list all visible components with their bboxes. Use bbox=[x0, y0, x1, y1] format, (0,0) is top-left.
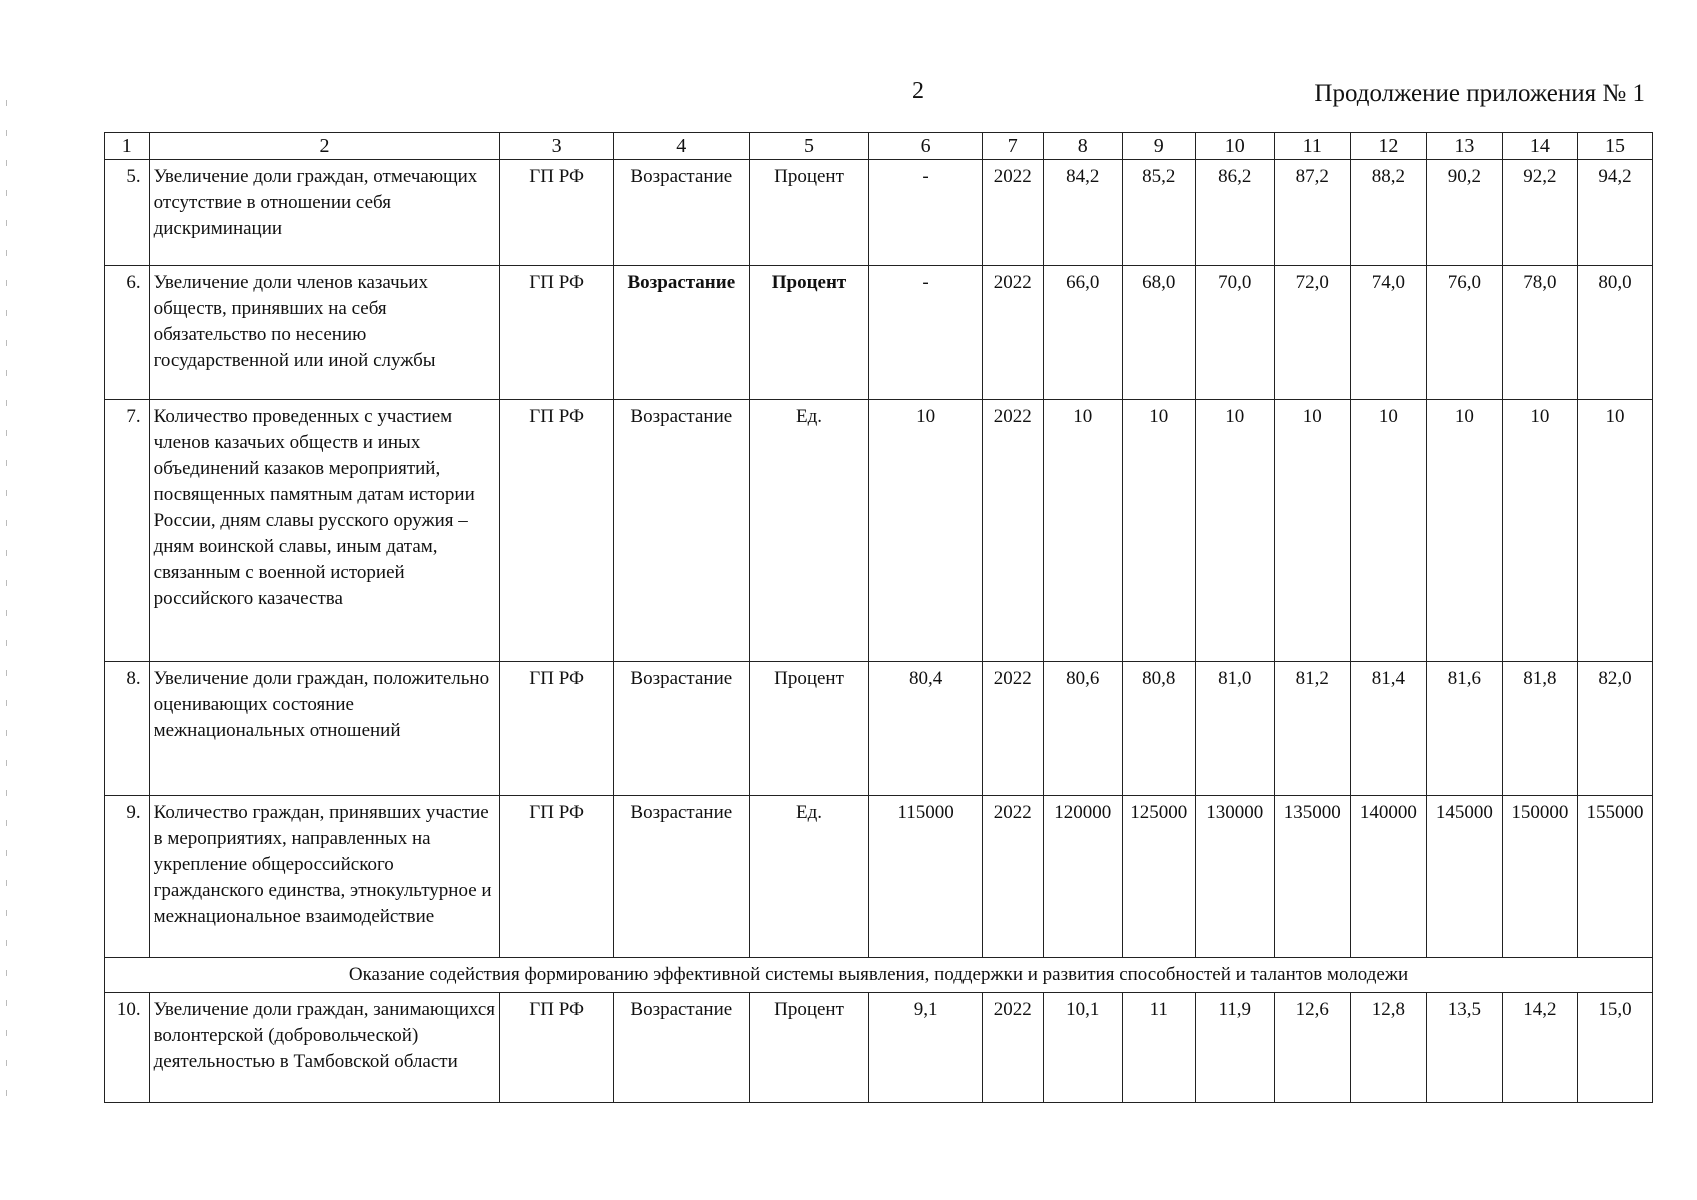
value-cell: 81,0 bbox=[1195, 662, 1274, 796]
value-cell: 10 bbox=[1043, 400, 1122, 662]
value-cell: 74,0 bbox=[1350, 266, 1426, 400]
value-cell: 70,0 bbox=[1195, 266, 1274, 400]
value-cell: 10 bbox=[1426, 400, 1502, 662]
value-cell: 66,0 bbox=[1043, 266, 1122, 400]
value-cell: 10 bbox=[1195, 400, 1274, 662]
base-value-cell: 115000 bbox=[869, 796, 983, 958]
value-cell: 12,8 bbox=[1350, 993, 1426, 1103]
unit-cell: Процент bbox=[749, 662, 869, 796]
base-year-cell: 2022 bbox=[982, 796, 1043, 958]
indicator-name: Увеличение доли граждан, отмечающих отсутствие в отношении себя дискриминации bbox=[149, 160, 500, 266]
value-cell: 72,0 bbox=[1274, 266, 1350, 400]
row-number: 6. bbox=[105, 266, 150, 400]
trend-cell: Возрастание bbox=[613, 400, 749, 662]
row-number: 5. bbox=[105, 160, 150, 266]
trend-cell: Возрастание bbox=[613, 662, 749, 796]
header-row bbox=[105, 133, 1653, 160]
row-number: 8. bbox=[105, 662, 150, 796]
table-row bbox=[105, 160, 1653, 266]
value-cell: 80,8 bbox=[1122, 662, 1195, 796]
value-cell: 125000 bbox=[1122, 796, 1195, 958]
value-cell: 78,0 bbox=[1502, 266, 1577, 400]
indicator-name: Количество граждан, принявших участие в мероприятиях, направленных на укрепление общероссийского гражданского единства, этнокультурное и межнациональное взаимодействие bbox=[149, 796, 500, 958]
value-cell: 10 bbox=[1577, 400, 1652, 662]
header-cell: 6 bbox=[869, 133, 983, 160]
value-cell: 13,5 bbox=[1426, 993, 1502, 1103]
page-number: 2 bbox=[912, 78, 924, 104]
value-cell: 81,8 bbox=[1502, 662, 1577, 796]
header-cell: 13 bbox=[1426, 133, 1502, 160]
value-cell: 150000 bbox=[1502, 796, 1577, 958]
header-cell: 12 bbox=[1350, 133, 1426, 160]
indicators-table bbox=[104, 132, 1653, 1103]
header-cell: 10 bbox=[1195, 133, 1274, 160]
value-cell: 87,2 bbox=[1274, 160, 1350, 266]
value-cell: 140000 bbox=[1350, 796, 1426, 958]
value-cell: 130000 bbox=[1195, 796, 1274, 958]
base-value-cell: - bbox=[869, 266, 983, 400]
value-cell: 10 bbox=[1350, 400, 1426, 662]
level-cell: ГП РФ bbox=[500, 796, 614, 958]
value-cell: 81,6 bbox=[1426, 662, 1502, 796]
value-cell: 76,0 bbox=[1426, 266, 1502, 400]
trend-cell: Возрастание bbox=[613, 993, 749, 1103]
value-cell: 80,0 bbox=[1577, 266, 1652, 400]
header-cell: 9 bbox=[1122, 133, 1195, 160]
value-cell: 145000 bbox=[1426, 796, 1502, 958]
trend-cell: Возрастание bbox=[613, 796, 749, 958]
unit-cell: Ед. bbox=[749, 796, 869, 958]
row-number: 7. bbox=[105, 400, 150, 662]
table-row bbox=[105, 993, 1653, 1103]
value-cell: 81,4 bbox=[1350, 662, 1426, 796]
header-cell: 11 bbox=[1274, 133, 1350, 160]
section-title: Оказание содействия формированию эффективной системы выявления, поддержки и развития способностей и талантов молодежи bbox=[105, 958, 1653, 993]
value-cell: 80,6 bbox=[1043, 662, 1122, 796]
value-cell: 82,0 bbox=[1577, 662, 1652, 796]
header-cell: 14 bbox=[1502, 133, 1577, 160]
value-cell: 10 bbox=[1122, 400, 1195, 662]
row-number: 10. bbox=[105, 993, 150, 1103]
value-cell: 84,2 bbox=[1043, 160, 1122, 266]
indicator-name: Увеличение доли граждан, положительно оценивающих состояние межнациональных отношений bbox=[149, 662, 500, 796]
value-cell: 10,1 bbox=[1043, 993, 1122, 1103]
trend-cell: Возрастание bbox=[613, 266, 749, 400]
value-cell: 10 bbox=[1502, 400, 1577, 662]
trend-cell: Возрастание bbox=[613, 160, 749, 266]
level-cell: ГП РФ bbox=[500, 662, 614, 796]
header-cell: 8 bbox=[1043, 133, 1122, 160]
value-cell: 12,6 bbox=[1274, 993, 1350, 1103]
unit-cell: Процент bbox=[749, 266, 869, 400]
value-cell: 11 bbox=[1122, 993, 1195, 1103]
value-cell: 92,2 bbox=[1502, 160, 1577, 266]
base-value-cell: 9,1 bbox=[869, 993, 983, 1103]
value-cell: 15,0 bbox=[1577, 993, 1652, 1103]
level-cell: ГП РФ bbox=[500, 266, 614, 400]
base-value-cell: - bbox=[869, 160, 983, 266]
continuation-label: Продолжение приложения № 1 bbox=[1314, 80, 1645, 107]
indicator-name: Увеличение доли граждан, занимающихся волонтерской (добровольческой) деятельностью в Тамбовской области bbox=[149, 993, 500, 1103]
header-cell: 2 bbox=[149, 133, 500, 160]
indicator-name: Увеличение доли членов казачьих обществ, принявших на себя обязательство по несению государственной или иной службы bbox=[149, 266, 500, 400]
value-cell: 155000 bbox=[1577, 796, 1652, 958]
base-year-cell: 2022 bbox=[982, 662, 1043, 796]
value-cell: 94,2 bbox=[1577, 160, 1652, 266]
header-cell: 1 bbox=[105, 133, 150, 160]
unit-cell: Ед. bbox=[749, 400, 869, 662]
indicator-name: Количество проведенных с участием членов казачьих обществ и иных объединений казаков мероприятий, посвященных памятным датам истории России, дням славы русского оружия – дням воинской славы, иным датам, связанным с военной историей российского казачества bbox=[149, 400, 500, 662]
row-number: 9. bbox=[105, 796, 150, 958]
section-row bbox=[105, 958, 1653, 993]
value-cell: 86,2 bbox=[1195, 160, 1274, 266]
value-cell: 68,0 bbox=[1122, 266, 1195, 400]
base-year-cell: 2022 bbox=[982, 993, 1043, 1103]
value-cell: 10 bbox=[1274, 400, 1350, 662]
header-cell: 3 bbox=[500, 133, 614, 160]
table-row bbox=[105, 662, 1653, 796]
table-row bbox=[105, 266, 1653, 400]
level-cell: ГП РФ bbox=[500, 400, 614, 662]
scan-edge-artifact bbox=[6, 100, 7, 1100]
value-cell: 120000 bbox=[1043, 796, 1122, 958]
base-value-cell: 80,4 bbox=[869, 662, 983, 796]
value-cell: 81,2 bbox=[1274, 662, 1350, 796]
level-cell: ГП РФ bbox=[500, 993, 614, 1103]
value-cell: 88,2 bbox=[1350, 160, 1426, 266]
value-cell: 11,9 bbox=[1195, 993, 1274, 1103]
level-cell: ГП РФ bbox=[500, 160, 614, 266]
table-row bbox=[105, 400, 1653, 662]
header-cell: 4 bbox=[613, 133, 749, 160]
unit-cell: Процент bbox=[749, 993, 869, 1103]
base-year-cell: 2022 bbox=[982, 160, 1043, 266]
base-year-cell: 2022 bbox=[982, 400, 1043, 662]
value-cell: 85,2 bbox=[1122, 160, 1195, 266]
unit-cell: Процент bbox=[749, 160, 869, 266]
value-cell: 90,2 bbox=[1426, 160, 1502, 266]
header-cell: 5 bbox=[749, 133, 869, 160]
value-cell: 14,2 bbox=[1502, 993, 1577, 1103]
header-cell: 15 bbox=[1577, 133, 1652, 160]
base-value-cell: 10 bbox=[869, 400, 983, 662]
base-year-cell: 2022 bbox=[982, 266, 1043, 400]
header-cell: 7 bbox=[982, 133, 1043, 160]
table-row bbox=[105, 796, 1653, 958]
value-cell: 135000 bbox=[1274, 796, 1350, 958]
